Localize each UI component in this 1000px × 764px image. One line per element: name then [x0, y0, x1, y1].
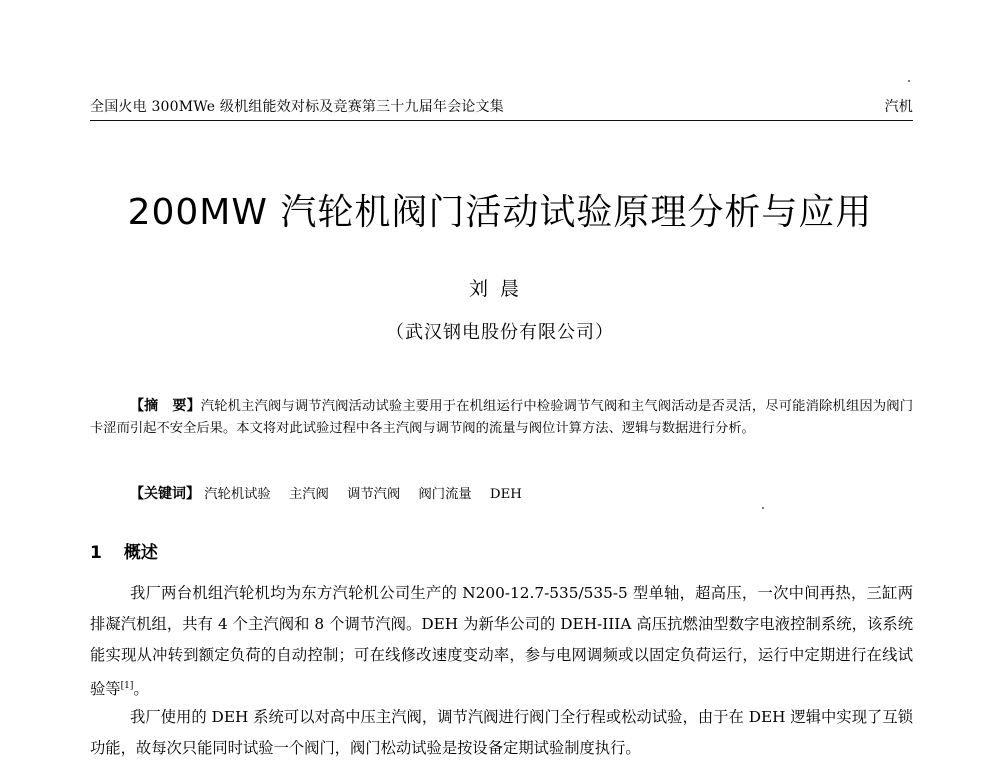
paragraph-text: 我厂使用的 DEH 系统可以对高中压主汽阀，调节汽阀进行阀门全行程或松动试验，由于在 DEH 逻辑中实现了互锁功能，故每次只能同时试验一个阀门，阀门松动试验是按设备定期试验制度执行。 — [90, 708, 913, 757]
scan-speck — [762, 507, 764, 509]
section-number: 1 — [90, 543, 102, 563]
section-heading — [90, 538, 158, 563]
author-affiliation: （武汉钢电股份有限公司） — [386, 322, 614, 343]
author-name: 刘晨 — [468, 278, 531, 300]
keyword: 阀门流量 — [418, 487, 472, 502]
running-header-section: 汽机 — [884, 99, 913, 115]
keyword: 调节汽阀 — [347, 487, 401, 502]
keyword: DEH — [489, 487, 522, 502]
body-paragraph — [90, 578, 913, 705]
keyword: 汽轮机试验 — [204, 487, 271, 502]
citation-ref: [1] — [120, 681, 134, 691]
running-header — [90, 96, 913, 121]
abstract-text: 汽轮机主汽阀与调节汽阀活动试验主要用于在机组运行中检验调节气阀和主气阀活动是否灵活，尽可能消除机组因为阀门卡涩而引起不安全后果。本文将对此试验过程中各主汽阀与调节阀的流量与阀位计算方法、逻辑与数据进行分析。 — [90, 399, 914, 436]
keyword: 主汽阀 — [288, 487, 329, 502]
paragraph-end: 。 — [133, 680, 149, 699]
scan-speck — [908, 80, 910, 82]
keywords — [90, 483, 913, 506]
keywords-label: 【关键词】 — [130, 486, 200, 502]
body-paragraph — [90, 702, 913, 764]
abstract-label: 【摘 要】 — [130, 398, 201, 414]
abstract — [90, 395, 913, 440]
running-header-proceedings: 全国火电 300MWe 级机组能效对标及竞赛第三十九届年会论文集 — [90, 99, 504, 115]
paragraph-text: 我厂两台机组汽轮机均为东方汽轮机公司生产的 N200-12.7-535/535-5 型单轴，超高压，一次中间再热，三缸两排凝汽机组，共有 4 个主汽阀和 8 个调节汽阀。DEH 为新华公司的 DEH-IIIA 高压抗燃油型数字电液控制系统，该系统能实现从冲转到额定负荷的自动控制；可在线修改速度变动率，参与电网调频或以固定负荷运行，运行中定期进行在线试验等 — [90, 584, 913, 699]
section-title: 概述 — [123, 543, 158, 563]
paper-title: 200MW 汽轮机阀门活动试验原理分析与应用 — [127, 192, 873, 233]
